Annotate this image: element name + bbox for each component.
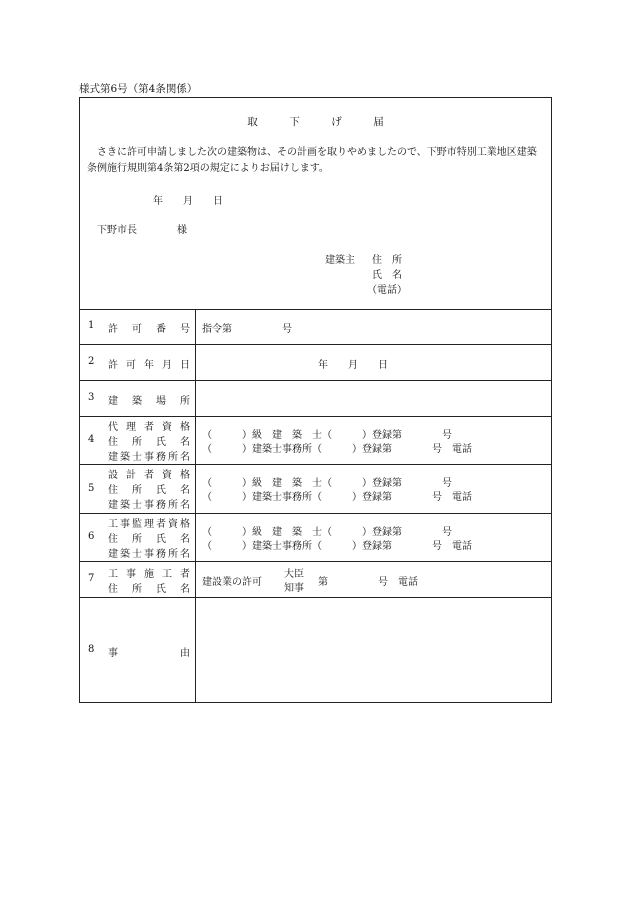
- row-permit-number: [80, 309, 551, 344]
- license-minister: 大臣: [284, 569, 304, 580]
- row-label: 建築士事務所名: [108, 500, 190, 511]
- applicant-phone-label: （電話）: [367, 285, 407, 296]
- row-label: 住所氏名: [108, 534, 190, 545]
- row-contractor: [80, 561, 551, 597]
- row-label: 工事監理者資格: [108, 519, 190, 530]
- form-number: 様式第6号（第4条関係）: [79, 83, 198, 95]
- row-building-site: [80, 380, 551, 416]
- row-value: （ ）建築士事務所（ ）登録第 号 電話: [202, 444, 472, 455]
- addressee: 下野市長 様: [97, 225, 187, 236]
- row-number: 6: [88, 531, 95, 542]
- row-number: 2: [88, 356, 95, 367]
- row-agent: [80, 416, 551, 464]
- row-permit-date: [80, 344, 551, 380]
- row-value: （ ）建築士事務所（ ）登録第 号 電話: [202, 541, 472, 552]
- row-value: 指令第 号: [202, 324, 292, 335]
- row-designer: [80, 464, 551, 513]
- row-number: 1: [88, 320, 95, 331]
- row-label: 工事施工者: [108, 569, 190, 580]
- applicant-address-label: 住 所: [372, 255, 402, 266]
- row-label: 事由: [108, 648, 190, 659]
- row-label: 許可年月日: [108, 360, 190, 371]
- form-frame: [79, 97, 552, 703]
- applicant-name-label: 氏 名: [372, 270, 402, 281]
- row-label: 建築士事務所名: [108, 549, 190, 560]
- license-number: 第 号 電話: [318, 577, 418, 588]
- row-number: 7: [88, 573, 95, 584]
- row-label: 住所氏名: [108, 485, 190, 496]
- intro-paragraph: さきに許可申請しました次の建築物は、その計画を取りやめましたので、下野市特別工業地区建築条例施行規則第4条第2項の規定によりお届けします。: [87, 147, 537, 174]
- license-governor: 知事: [284, 583, 304, 594]
- row-value: （ ）級 建 築 士（ ）登録第 号: [202, 430, 452, 441]
- row-label: 住所氏名: [108, 584, 190, 595]
- row-number: 8: [88, 644, 95, 655]
- row-label: 代理者資格: [108, 422, 190, 433]
- row-supervisor: [80, 513, 551, 561]
- row-label: 建築場所: [108, 396, 190, 407]
- row-label: 設計者資格: [108, 470, 190, 481]
- form-title: 取 下 げ 届: [247, 116, 384, 128]
- row-value: （ ）級 建 築 士（ ）登録第 号: [202, 478, 452, 489]
- row-label: 建築士事務所名: [108, 452, 190, 463]
- row-label: 許可番号: [108, 324, 190, 335]
- row-value: （ ）建築士事務所（ ）登録第 号 電話: [202, 492, 472, 503]
- license-prefix: 建設業の許可: [202, 577, 262, 588]
- row-number: 5: [88, 483, 95, 494]
- applicant-prefix: 建築主: [325, 255, 355, 266]
- row-value: 年 月 日: [318, 360, 388, 371]
- row-value: （ ）級 建 築 士（ ）登録第 号: [202, 527, 452, 538]
- date-line: 年 月 日: [153, 196, 223, 207]
- row-number: 3: [88, 392, 95, 403]
- row-label: 住所氏名: [108, 437, 190, 448]
- row-number: 4: [88, 434, 95, 445]
- row-reason: [80, 597, 551, 703]
